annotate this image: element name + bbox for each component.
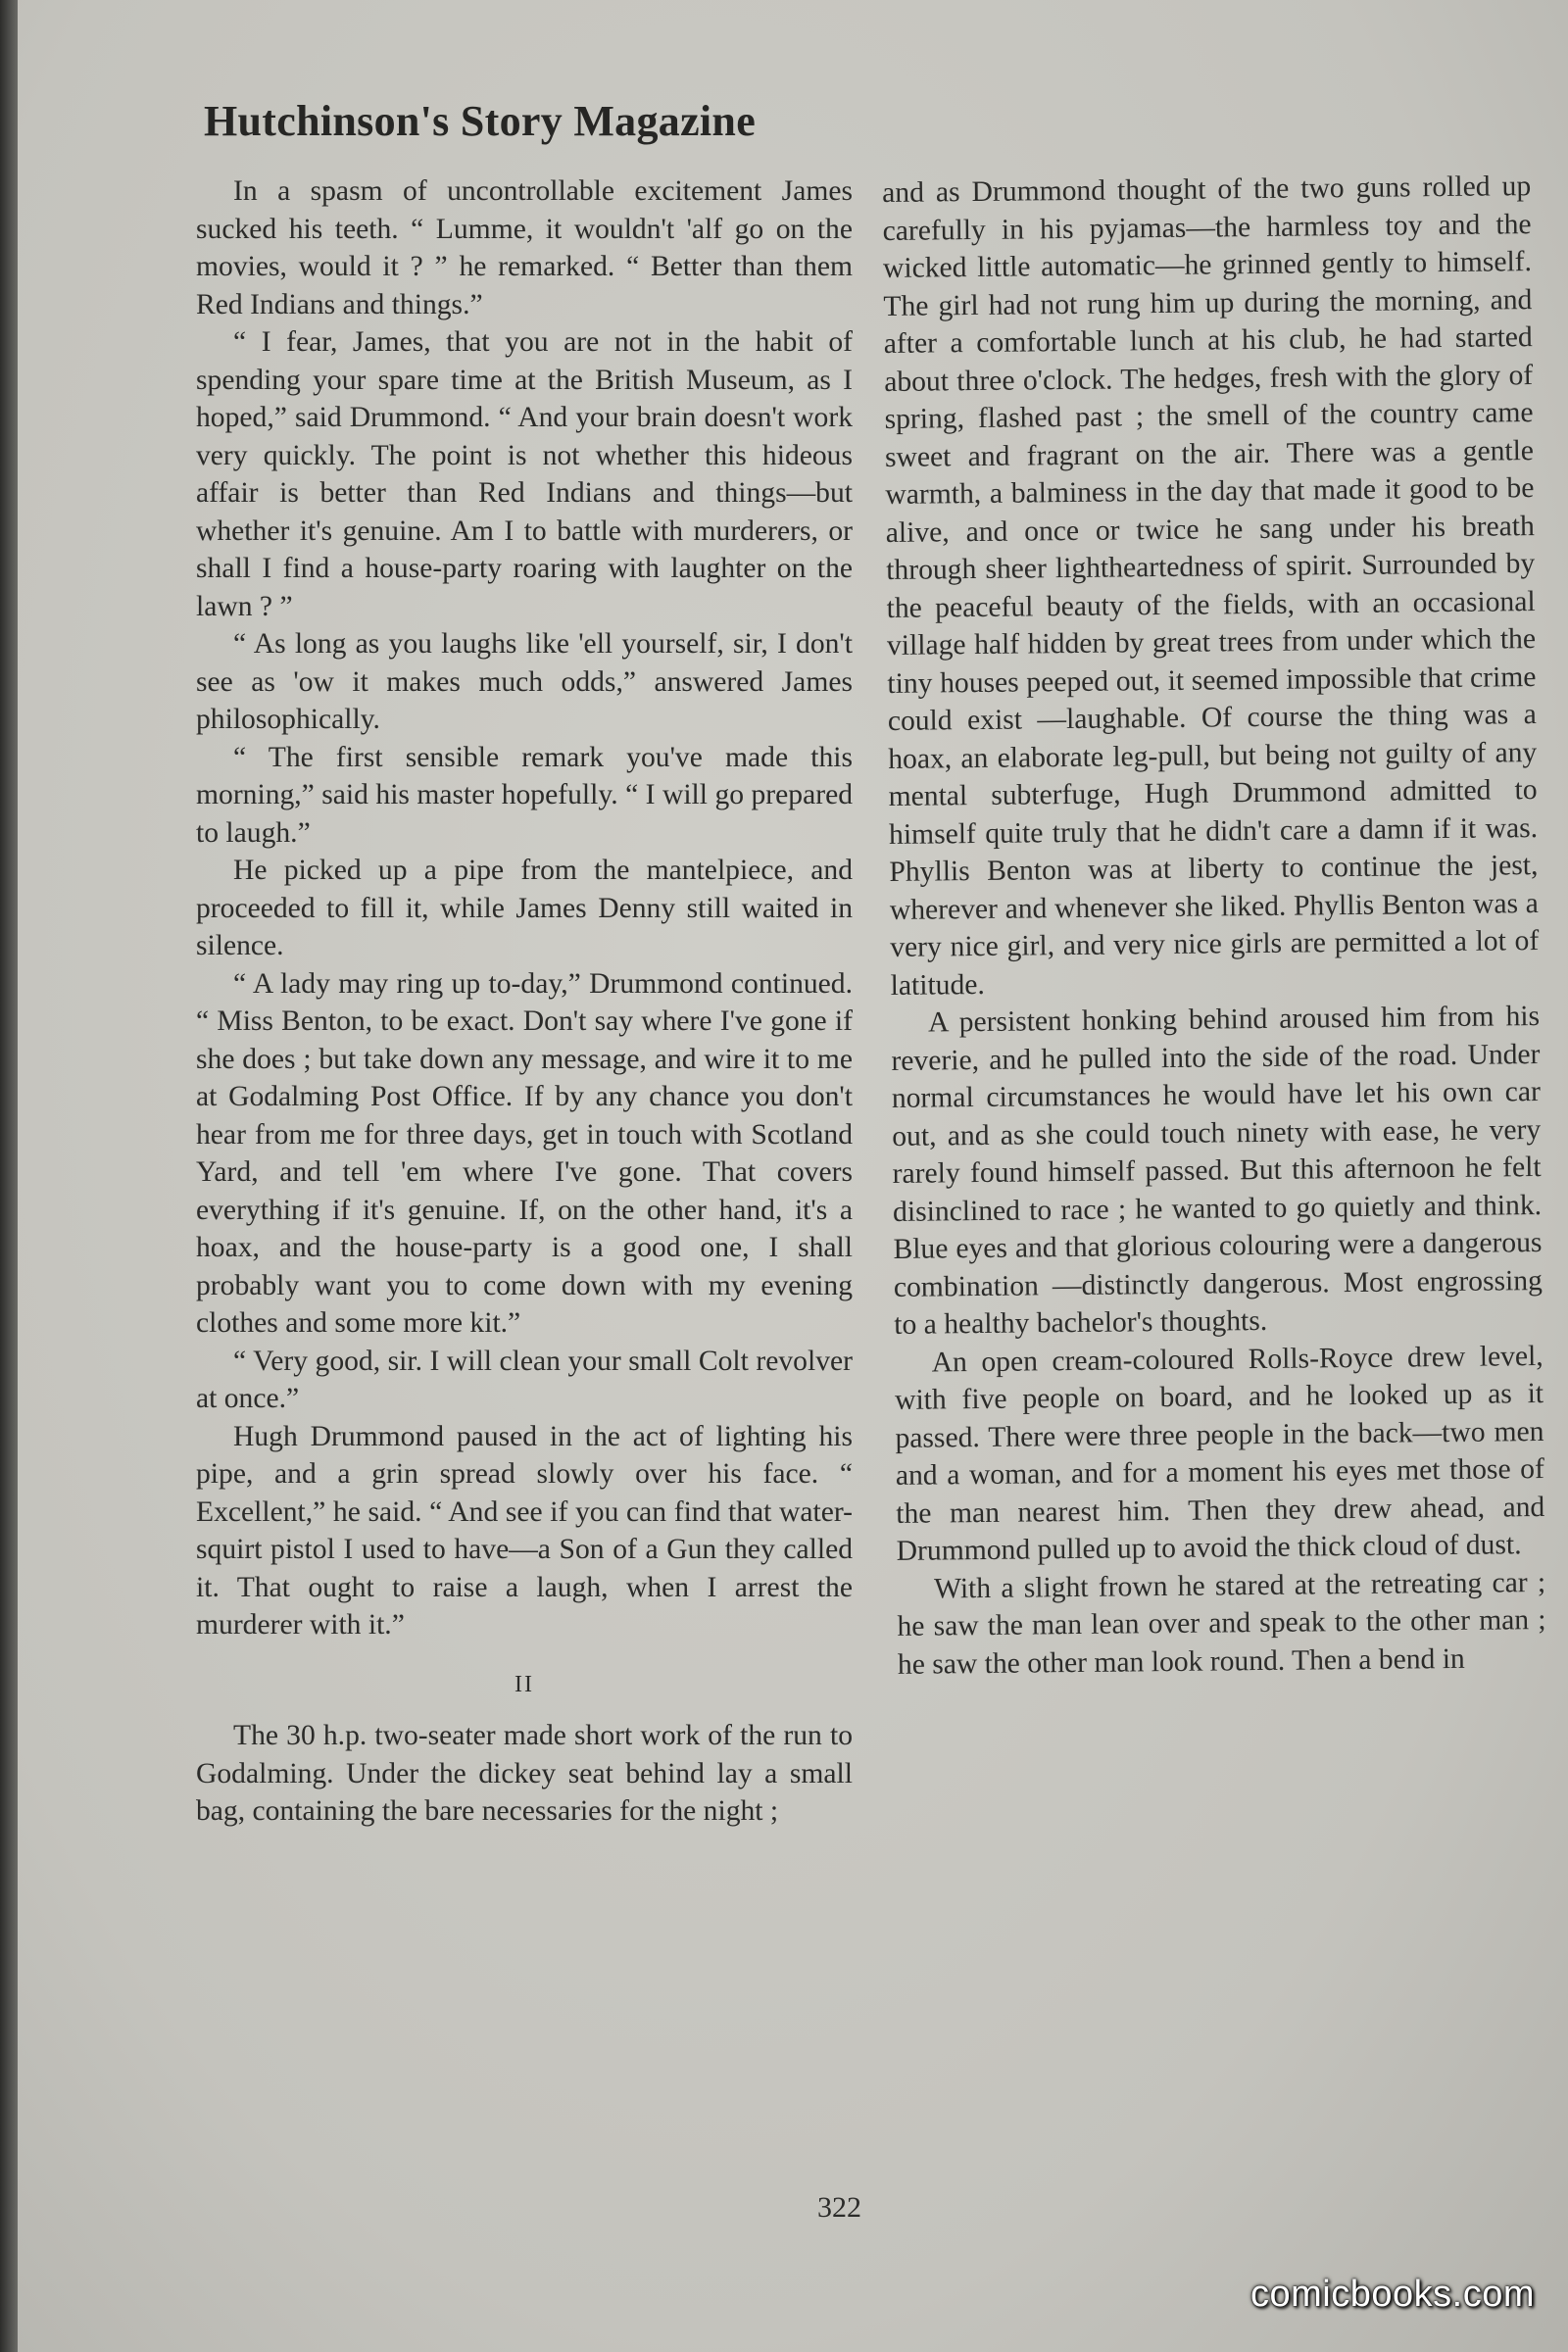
paragraph: “ Very good, sir. I will clean your small Colt revolver at once.” xyxy=(196,1345,853,1414)
magazine-page xyxy=(18,0,1568,2352)
paragraph: The 30 h.p. two-seater made short work of the run to Godalming. Under the dickey seat behind lay a small bag, containing the bare necessaries for the night ; xyxy=(196,1720,853,1827)
right-paragraphs xyxy=(882,168,1546,1684)
paragraph: Hugh Drummond paused in the act of lighting his pipe, and a grin spread slowly over his face. “ Excellent,” he said. “ And see if you can find that water-squirt pistol I used to have—a Son of a Gun they called it. That ought to raise a laugh, when I arrest the murderer with it.” xyxy=(196,1420,853,1641)
paragraph: “ As long as you laughs like 'ell yourself, sir, I don't see as 'ow it makes much odds,” answered James philosophically. xyxy=(196,628,853,735)
left-text-column xyxy=(196,172,853,1831)
paragraph: In a spasm of uncontrollable excitement James sucked his teeth. “ Lumme, it wouldn't 'alf go on the movies, would it ? ” he remarked. “ Better than them Red Indians and things.” xyxy=(196,175,853,320)
paragraph: A persistent honking behind aroused him from his reverie, and he pulled into the side of the road. Under normal circumstances he would have let his own car out, and as she could touch ninety with ease, he very rarely found himself passed. But this afternoon he felt disinclined to race ; he wanted to go quietly and think. Blue eyes and that glorious colouring were a dangerous combination —distinctly dangerous. Most engrossing to a healthy bachelor's thoughts. xyxy=(891,1001,1544,1341)
book-spine-shadow xyxy=(0,0,18,2352)
paragraph: He picked up a pipe from the mantelpiece, and proceeded to fill it, while James Denny still waited in silence. xyxy=(196,855,853,961)
page-number: 322 xyxy=(817,2191,861,2224)
paragraph: “ A lady may ring up to-day,” Drummond continued. “ Miss Benton, to be exact. Don't say where I've gone if she does ; but take down any message, and wire it to me at Godalming Post Office. If by any chance you don't hear from me for three days, get in touch with Scotland Yard, and tell 'em where I've gone. That covers everything if it's genuine. If, on the other hand, it's a hoax, and the house-party is a good one, I shall probably want you to come down with my evening clothes and some more kit.” xyxy=(196,967,853,1339)
left-paragraphs xyxy=(196,172,853,1644)
paragraph: “ I fear, James, that you are not in the habit of spending your spare time at the British Museum, as I hoped,” said Drummond. “ And your brain doesn't work very quickly. The point is not whether this hideous affair is better than Red Indians and things—but whether it's genuine. Am I to battle with murderers, or shall I find a house-party roaring with laughter on the lawn ? ” xyxy=(196,326,853,622)
paragraph: and as Drummond thought of the two guns rolled up carefully in his pyjamas—the harmless toy and the wicked little automatic—he grinned gently to himself. The girl had not rung him up during the morning, and after a comfortable lunch at his club, he had started about three o'clock. The hedges, fresh with the glory of spring, flashed past ; the smell of the country came sweet and fragrant on the air. There was a gentle warmth, a balminess in the day that made it good to be alive, and once or twice he sang under his breath through sheer lightheartedness of spirit. Surrounded by the peaceful beauty of the fields, with an occasional village half hidden by great trees from under which the tiny houses peeped out, it seemed impossible that crime could exist —laughable. Of course the thing was a hoax, an elaborate leg-pull, but being not guilty of any mental subterfuge, Hugh Drummond admitted to himself quite truly that he didn't care a damn if it was. Phyllis Benton was at liberty to continue the jest, wherever and whenever she liked. Phyllis Benton was a very nice girl, and very nice girls are permitted a lot of latitude. xyxy=(882,171,1540,1002)
site-watermark: comicbooks.com xyxy=(1250,2274,1535,2315)
left-paragraphs-after-section xyxy=(196,1717,853,1831)
paragraph: “ The first sensible remark you've made this morning,” said his master hopefully. “ I will go prepared to laugh.” xyxy=(196,741,853,849)
right-text-column xyxy=(882,168,1546,1684)
running-header: Hutchinson's Story Magazine xyxy=(204,97,757,145)
paragraph: With a slight frown he stared at the retreating car ; he saw the man lean over and speak to the other man ; he saw the other man look round. Then a bend in xyxy=(897,1566,1546,1681)
section-number: II xyxy=(514,1671,534,1697)
paragraph: An open cream-coloured Rolls-Royce drew level, with five people on board, and he looked up as it passed. There were three people in the back—two men and a woman, and for a moment his eyes met those of the man nearest him. Then they drew ahead, and Drummond pulled up to avoid the thick cloud of dust. xyxy=(894,1340,1545,1567)
